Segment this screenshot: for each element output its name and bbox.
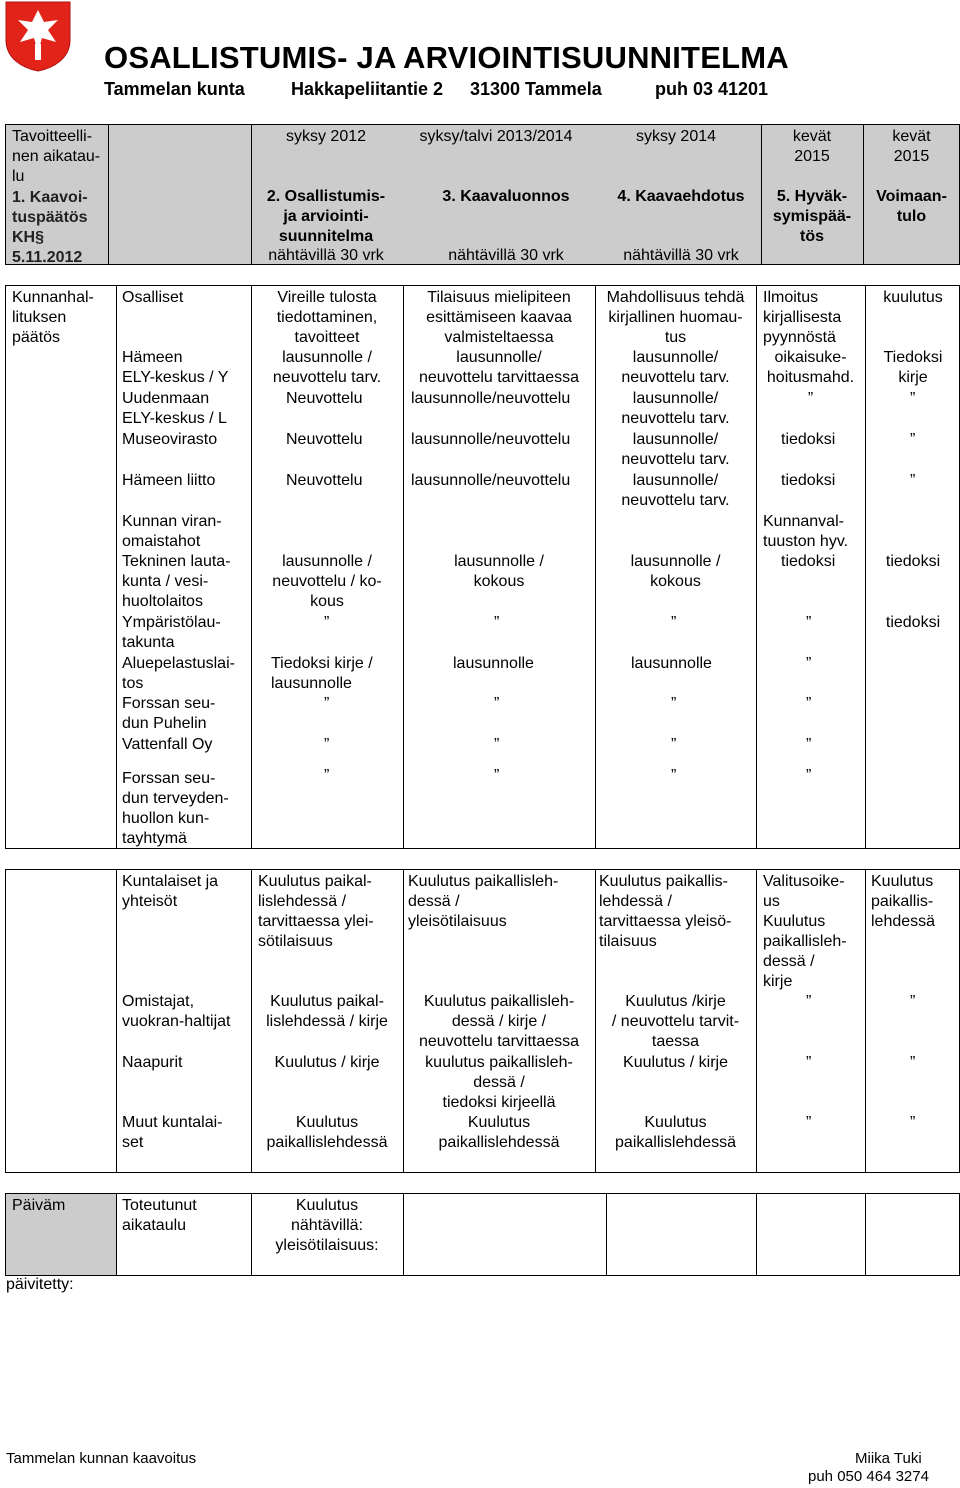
cell-remark: lausunnolle/ neuvottelu tarv.	[621, 431, 730, 468]
party-name: Forssan seu- dun terveyden- huollon kun- tayhtymä	[122, 770, 229, 847]
cell-announcement: tiedoksi	[885, 614, 941, 631]
cell-notice: oikaisuke- hoitusmahd.	[766, 349, 855, 386]
cell-remark: lausunnolle/ neuvottelu tarv.	[621, 472, 730, 509]
cell-initiation: ”	[324, 695, 330, 712]
cell-notice: tiedoksi	[781, 431, 836, 448]
time-phase-4: syksy 2014	[635, 128, 717, 145]
party-name: Tekninen lauta- kunta / vesi- huoltolaitos	[122, 553, 231, 610]
cell-remark: lausunnolle/ neuvottelu tarv.	[621, 390, 730, 427]
phase-3-shown: nähtävillä 30 vrk	[448, 247, 564, 264]
cell-announcement: ”	[910, 431, 916, 448]
cell-announcement: ”	[910, 1054, 916, 1071]
cell-notice: Kunnanval- tuuston hyv.	[763, 513, 849, 550]
party-name: Omistajat, vuokran-haltijat	[122, 993, 231, 1030]
schedule-table	[5, 124, 960, 265]
cell-opinion: ”	[494, 767, 500, 784]
phase-5-title: 5. Hyväk- symispää- tös	[772, 188, 852, 245]
col-header-announcement: kuulutus	[883, 289, 943, 306]
document-title: OSALLISTUMIS- JA ARVIOINTISUUNNITELMA	[104, 40, 789, 75]
party-name: Kuntalaiset ja yhteisöt	[122, 873, 219, 910]
cell-opinion: ”	[494, 736, 500, 753]
cell-opinion: Kuulutus paikallisleh- dessä / kirje / neuvottelu tarvittaessa	[418, 993, 580, 1050]
cell-initiation: Kuulutus paikal- lislehdessä / kirje	[266, 993, 388, 1030]
col-header-initiation: Vireille tulosta tiedottaminen, tavoitteet	[276, 289, 378, 346]
time-phase-3: syksy/talvi 2013/2014	[419, 128, 573, 145]
cell-notice: ”	[806, 993, 812, 1010]
cell-notice: tiedoksi	[781, 472, 836, 489]
cell-initiation: ”	[324, 767, 330, 784]
footer-contact-phone: puh 050 464 3274	[808, 1468, 929, 1485]
cell-notice: ”	[806, 695, 812, 712]
party-name: Vattenfall Oy	[122, 736, 213, 753]
col-header-opinion: Tilaisuus mielipiteen esittämiseen kaavaa valmisteltaessa	[426, 289, 572, 346]
party-name: Forssan seu- dun Puhelin	[122, 695, 216, 732]
street-address: Hakkapeliitantie 2	[291, 79, 444, 99]
party-name: Naapurit	[122, 1054, 183, 1071]
party-name: Museovirasto	[122, 431, 218, 448]
cell-initiation: Kuulutus paikallislehdessä	[266, 1114, 388, 1151]
cell-remark: lausunnolle / kokous	[630, 553, 721, 590]
cell-remark: Kuulutus paikallis- lehdessä / tarvittaessa yleisö- tilaisuus	[599, 873, 732, 950]
party-name: Hämeen liitto	[122, 472, 216, 489]
cell-initiation: ”	[324, 614, 330, 631]
cell-initiation: Kuulutus / kirje	[274, 1054, 380, 1071]
cell-notice: ”	[806, 614, 812, 631]
tammela-coat-of-arms-logo	[4, 0, 72, 72]
schedule-label: Tavoitteelli- nen aikatau- lu	[12, 128, 101, 185]
cell-remark: lausunnolle/ neuvottelu tarv.	[621, 349, 730, 386]
party-name: Hämeen ELY-keskus / Y	[122, 349, 229, 386]
cell-announcement: ”	[910, 993, 916, 1010]
cell-opinion: lausunnolle/neuvottelu	[411, 431, 571, 448]
phase-2-title: 2. Osallistumis- ja arviointi- suunnitelma	[266, 188, 386, 245]
cell-opinion: Kuulutus paikallisleh- dessä / yleisötilaisuus	[408, 873, 559, 930]
stakeholders-table	[5, 285, 960, 849]
cell-notice: ”	[807, 390, 814, 407]
cell-opinion: ”	[494, 614, 500, 631]
residents-table	[5, 869, 960, 1173]
col-header-party: Osalliset	[122, 289, 184, 306]
cell-remark: ”	[671, 736, 677, 753]
realized-schedule-table	[5, 1193, 960, 1275]
phase-4-title: 4. Kaavaehdotus	[617, 188, 745, 205]
cell-initiation: ”	[324, 736, 330, 753]
party-name: Aluepelastuslai- tos	[122, 655, 235, 692]
footer-contact-name: Miika Tuki	[855, 1450, 922, 1467]
cell-initiation: lausunnolle / neuvottelu / ko- kous	[272, 553, 382, 610]
cell-opinion: lausunnolle	[453, 655, 534, 672]
time-phase-6: kevät 2015	[892, 128, 931, 165]
party-name: Muut kuntalai- set	[122, 1114, 223, 1151]
municipality-name: Tammelan kunta	[104, 79, 245, 99]
cell-remark: ”	[671, 695, 677, 712]
party-name: Uudenmaan ELY-keskus / L	[122, 390, 227, 427]
cell-announcement: ”	[910, 1114, 916, 1131]
cell-opinion: kuulutus paikallisleh- dessä / tiedoksi kirjeellä	[425, 1054, 573, 1111]
decision-label: Kunnanhal- lituksen päätös	[12, 289, 94, 346]
cell-opinion: lausunnolle/neuvottelu	[411, 472, 571, 489]
cell-notice: tiedoksi	[781, 553, 836, 570]
phase-1-decision: 1. Kaavoi- tuspäätös KH§ 5.11.2012	[12, 189, 88, 266]
cell-notice: Valitusoike- us Kuulutus paikallisleh- dessä / kirje	[763, 873, 847, 990]
date-label: Päiväm	[12, 1197, 66, 1214]
cell-initiation: lausunnolle / neuvottelu tarv.	[272, 349, 382, 386]
cell-initiation: Tiedoksi kirje / lausunnolle	[271, 655, 373, 692]
cell-notice: ”	[806, 655, 812, 672]
cell-initiation: Neuvottelu	[286, 390, 363, 407]
cell-opinion: Kuulutus paikallislehdessä	[438, 1114, 560, 1151]
cell-initiation: Neuvottelu	[286, 472, 363, 489]
postal-address: 31300 Tammela	[470, 79, 602, 99]
time-phase-2: syksy 2012	[285, 128, 367, 145]
cell-notice: ”	[806, 736, 812, 753]
cell-initiation: Kuulutus paikal- lislehdessä / tarvittaessa ylei- sötilaisuus	[258, 873, 374, 950]
party-name: Kunnan viran- omaistahot	[122, 513, 222, 550]
time-phase-5: kevät 2015	[792, 128, 832, 165]
phase-3-title: 3. Kaavaluonnos	[442, 188, 570, 205]
party-name: Ympäristölau- takunta	[122, 614, 221, 651]
cell-remark: Kuulutus / kirje	[623, 1054, 728, 1071]
cell-remark: Kuulutus /kirje / neuvottelu tarvit- taessa	[611, 993, 740, 1050]
phase-6-title: Voimaan- tulo	[876, 188, 947, 225]
cell-announcement: ”	[910, 472, 916, 489]
cell-initiation: Neuvottelu	[286, 431, 363, 448]
phone-number: puh 03 41201	[655, 79, 769, 99]
cell-announcement: ”	[910, 390, 916, 407]
cell-notice: ”	[806, 1054, 812, 1071]
cell-notice: ”	[806, 1114, 812, 1131]
cell-opinion: lausunnolle/ neuvottelu tarvittaessa	[418, 349, 580, 386]
updated-label: päivitetty:	[6, 1276, 74, 1293]
cell-announcement: Tiedoksi kirje	[883, 349, 943, 386]
col-header-remark: Mahdollisuus tehdä kirjallinen huomau- tus	[606, 289, 745, 346]
cell-remark: ”	[671, 614, 677, 631]
cell-remark: lausunnolle	[631, 655, 712, 672]
cell-opinion: lausunnolle / kokous	[454, 553, 544, 590]
cell-notice: ”	[806, 767, 812, 784]
realized-info: Kuulutus nähtävillä: yleisötilaisuus:	[275, 1197, 379, 1254]
phase-2-shown: nähtävillä 30 vrk	[268, 247, 384, 264]
phase-4-shown: nähtävillä 30 vrk	[623, 247, 739, 264]
cell-remark: ”	[671, 767, 677, 784]
col-header-notice: Ilmoitus kirjallisesta pyynnöstä	[763, 289, 842, 346]
cell-announcement: tiedoksi	[885, 553, 941, 570]
cell-opinion: lausunnolle/neuvottelu	[411, 390, 571, 407]
cell-opinion: ”	[494, 695, 500, 712]
footer-organization: Tammelan kunnan kaavoitus	[6, 1450, 197, 1467]
cell-announcement: Kuulutus paikallis- lehdessä	[871, 873, 936, 930]
cell-remark: Kuulutus paikallislehdessä	[615, 1114, 736, 1151]
realized-label: Toteutunut aikataulu	[122, 1197, 197, 1234]
